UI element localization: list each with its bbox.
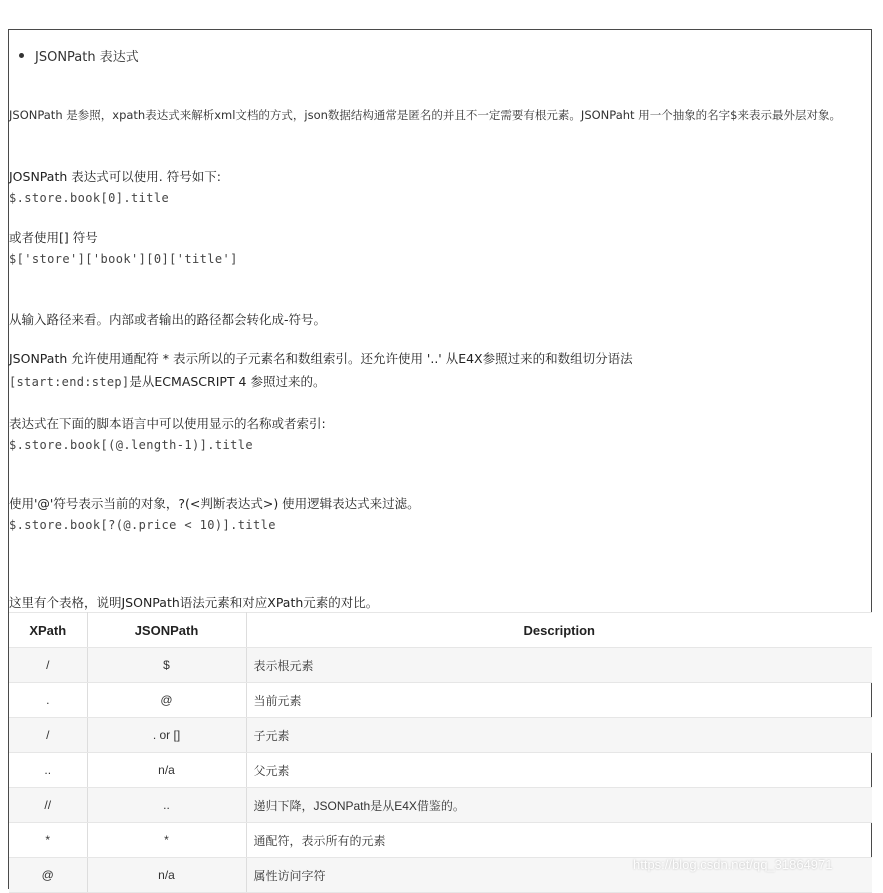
script-paragraph: 表达式在下面的脚本语言中可以使用显示的名称或者索引: [9, 416, 326, 431]
slice-paragraph [9, 372, 325, 390]
table-intro-paragraph: 这里有个表格，说明JSONPath语法元素和对应XPath元素的对比。 [9, 595, 379, 610]
cell-xpath: . [9, 683, 87, 718]
table-row [9, 823, 872, 858]
cell-description: 递归下降，JSONPath是从E4X借鉴的。 [246, 788, 872, 823]
cell-xpath: * [9, 823, 87, 858]
cell-xpath: / [9, 718, 87, 753]
cell-xpath: / [9, 648, 87, 683]
dot-notation-paragraph: JOSNPath 表达式可以使用. 符号如下: [9, 169, 221, 184]
cell-description: 通配符，表示所有的元素 [246, 823, 872, 858]
code-bracket-notation: $['store']['book'][0]['title'] [9, 252, 238, 266]
cell-xpath: @ [9, 858, 87, 893]
cell-jsonpath: n/a [87, 753, 246, 788]
header-jsonpath: JSONPath [87, 613, 246, 648]
cell-description: 子元素 [246, 718, 872, 753]
bullet-heading [19, 46, 139, 65]
code-dot-notation: $.store.book[0].title [9, 191, 170, 205]
table-row [9, 718, 872, 753]
cell-xpath: // [9, 788, 87, 823]
intro-paragraph: JSONPath 是参照，xpath表达式来解析xml文档的方式，json数据结构通常是匿名的并且不一定需要有根元素。JSONPaht 用一个抽象的名字$来表示最外层对象。 [9, 108, 842, 122]
header-description: Description [246, 613, 872, 648]
watermark-url: https://blog.csdn.net/qq_31864971 [633, 857, 833, 872]
convert-paragraph: 从输入路径来看。内部或者输出的路径都会转化成-符号。 [9, 312, 327, 327]
table-header-row [9, 613, 872, 648]
bullet-dot-icon [19, 53, 24, 58]
table-row [9, 788, 872, 823]
table-row [9, 648, 872, 683]
cell-description: 父元素 [246, 753, 872, 788]
cell-description: 属性访问字符 [246, 858, 872, 893]
comparison-table [9, 612, 872, 893]
table-row [9, 683, 872, 718]
code-filter: $.store.book[?(@.price < 10)].title [9, 518, 276, 532]
cell-xpath: .. [9, 753, 87, 788]
slice-text: 是从ECMASCRIPT 4 参照过来的。 [129, 374, 326, 389]
filter-paragraph: 使用'@'符号表示当前的对象，?(<判断表达式>) 使用逻辑表达式来过滤。 [9, 496, 420, 511]
code-script: $.store.book[(@.length-1)].title [9, 438, 253, 452]
cell-jsonpath: . or [] [87, 718, 246, 753]
wildcard-paragraph: JSONPath 允许使用通配符 * 表示所以的子元素名和数组索引。还允许使用 '..' 从E4X参照过来的和数组切分语法 [9, 351, 633, 366]
table-row [9, 753, 872, 788]
header-xpath: XPath [9, 613, 87, 648]
bracket-paragraph: 或者使用[] 符号 [9, 230, 98, 245]
cell-jsonpath: n/a [87, 858, 246, 893]
cell-description: 当前元素 [246, 683, 872, 718]
cell-description: 表示根元素 [246, 648, 872, 683]
cell-jsonpath: @ [87, 683, 246, 718]
bullet-text: JSONPath 表达式 [35, 50, 139, 65]
cell-jsonpath: .. [87, 788, 246, 823]
cell-jsonpath: $ [87, 648, 246, 683]
slice-code: [start:end:step] [9, 375, 130, 389]
cell-jsonpath: * [87, 823, 246, 858]
